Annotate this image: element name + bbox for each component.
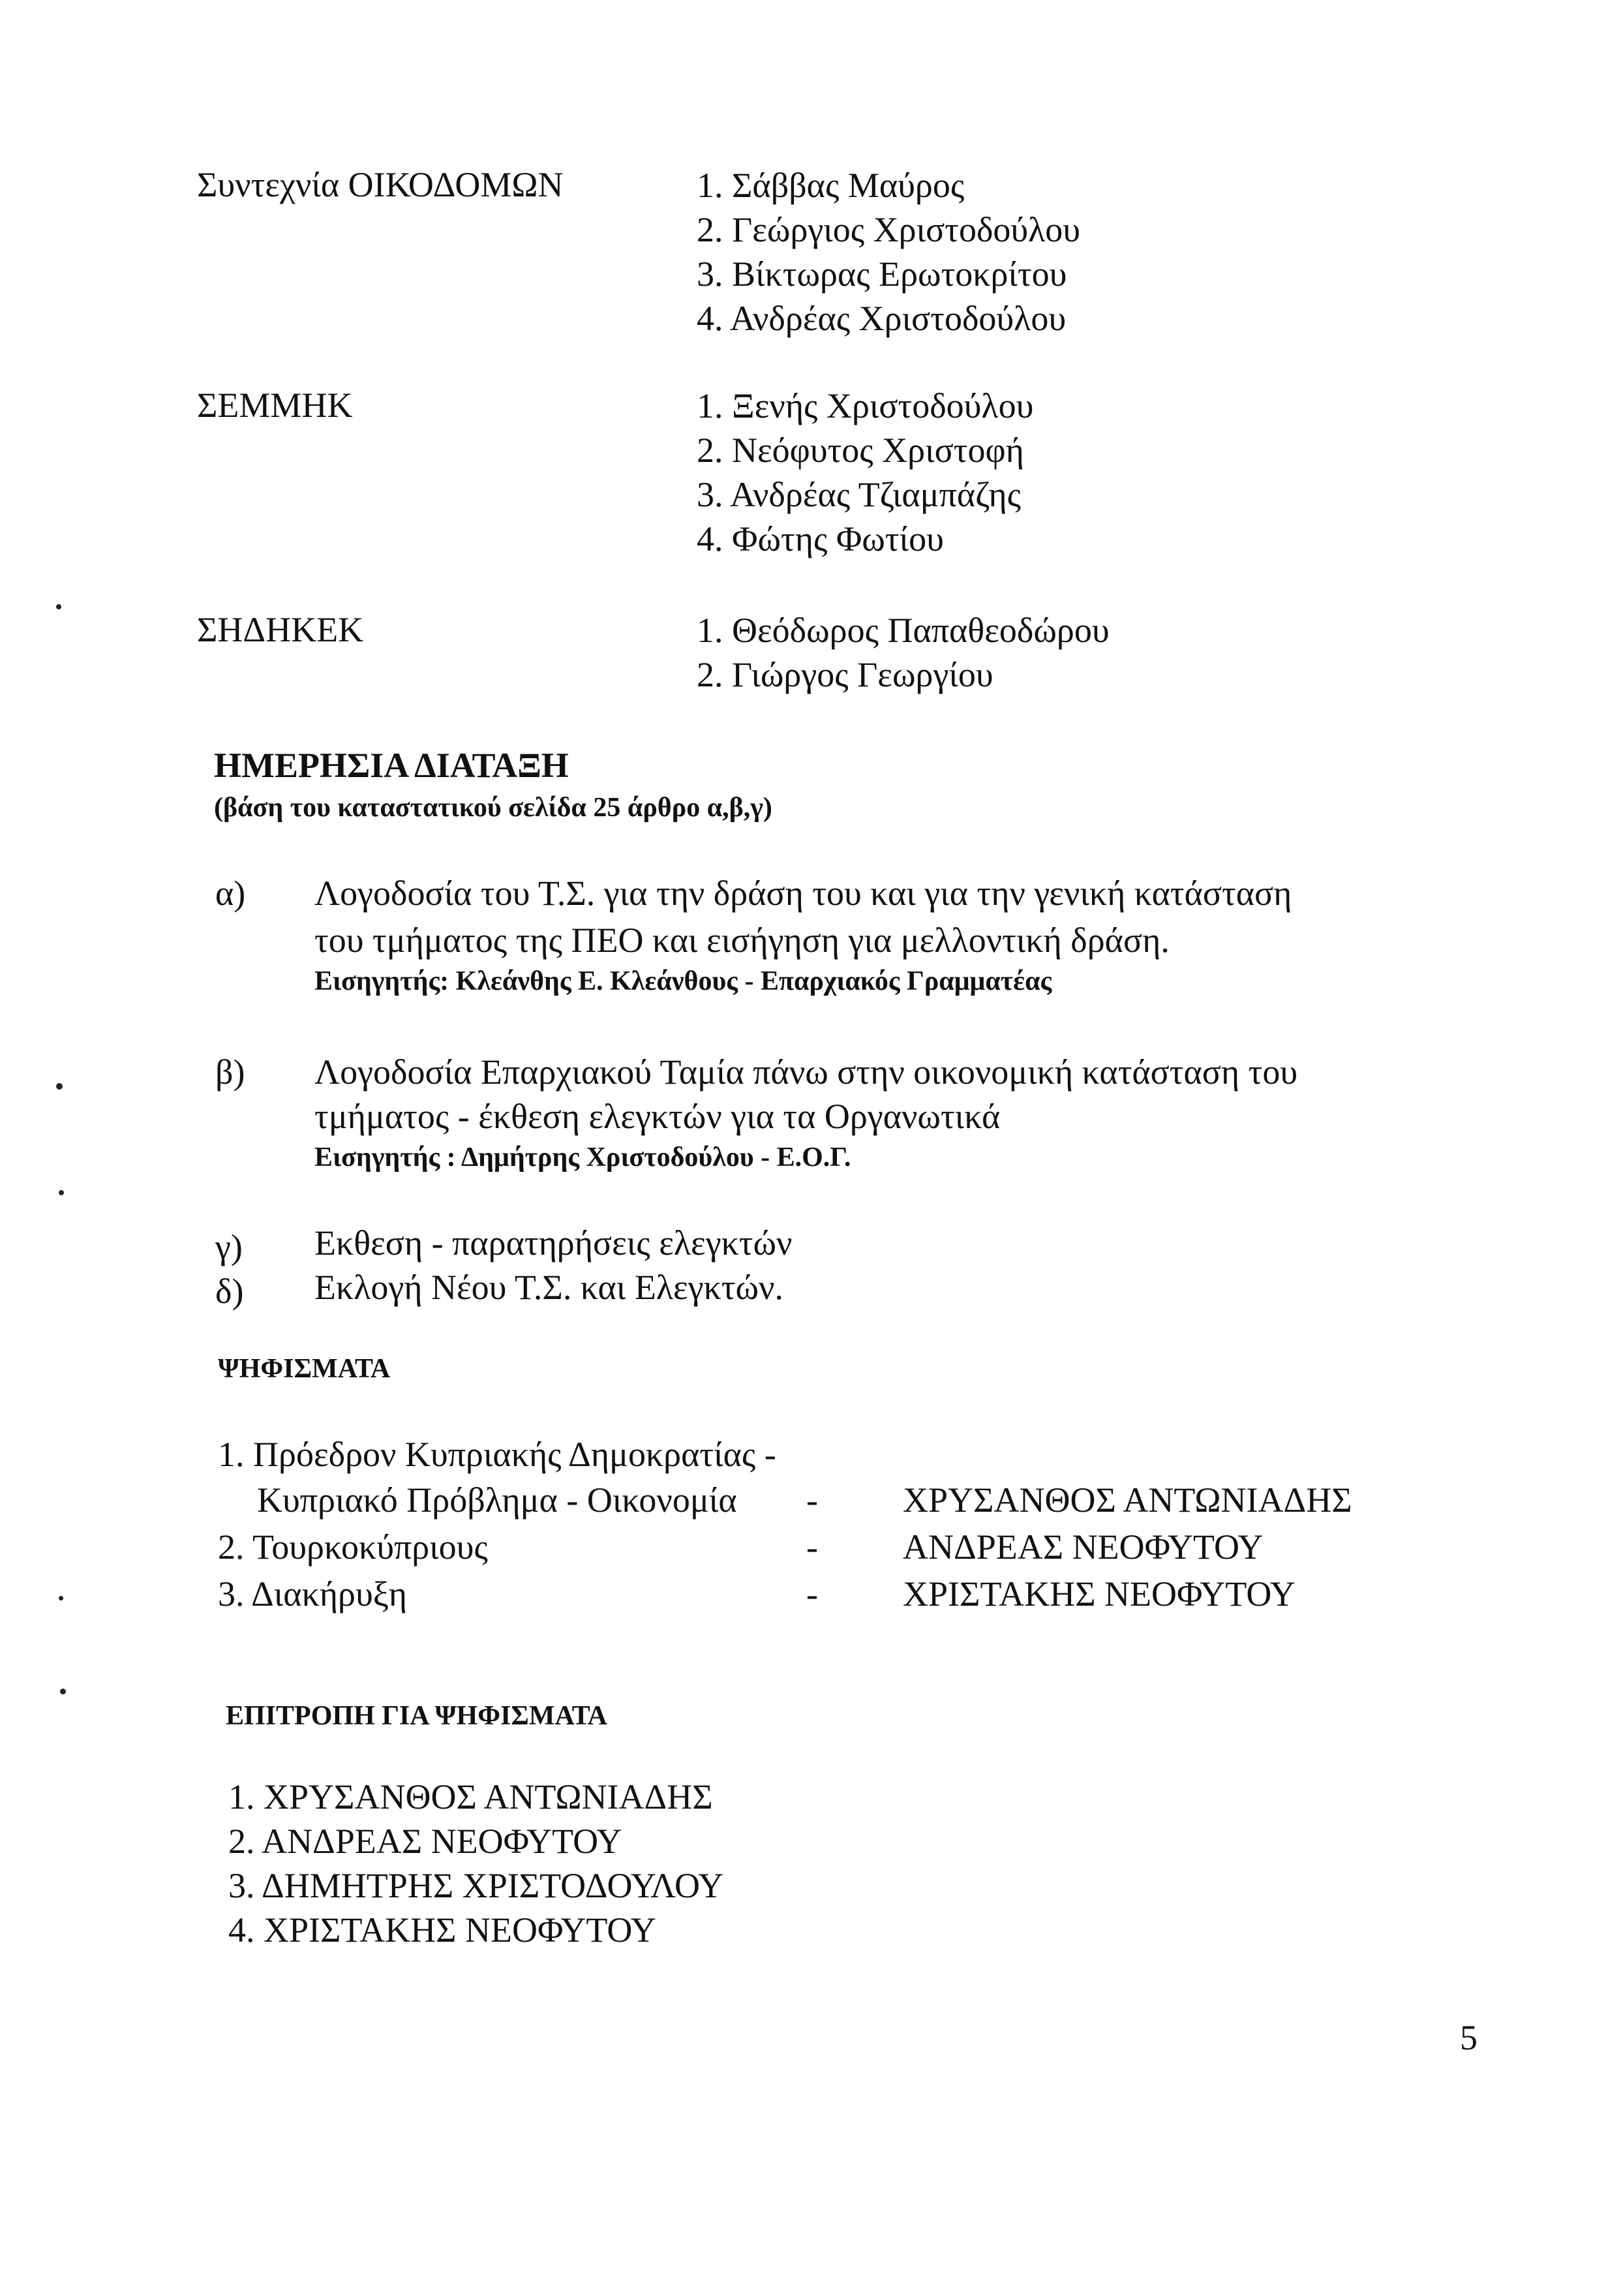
- group-name-semmik: ΣΕΜΜΗΚ: [197, 386, 353, 425]
- group-members-sidikek: [697, 608, 1110, 697]
- agenda-marker: δ): [215, 1272, 244, 1311]
- agenda-item-text: Λογοδοσία Επαρχιακού Ταμία πάνω στην οικονομική κατάσταση του: [314, 1052, 1298, 1092]
- agenda-speaker: Εισηγητής: Κλεάνθης Ε. Κλεάνθους - Επαρχιακός Γραμματέας: [314, 966, 1052, 996]
- agenda-item-text: Εκθεση - παρατηρήσεις ελεγκτών: [314, 1223, 793, 1263]
- agenda-item-text: Εκλογή Νέου Τ.Σ. και Ελεγκτών.: [314, 1268, 783, 1307]
- committee-member: 1. ΧΡΥΣΑΝΘΟΣ ΑΝΤΩΝΙΑΔΗΣ: [228, 1777, 713, 1816]
- group-members-oikodomon: [697, 163, 1080, 341]
- agenda-marker: γ): [215, 1227, 243, 1266]
- resolution-dash: -: [806, 1574, 818, 1614]
- committee-members: [228, 1775, 723, 1952]
- agenda-item-text: του τμήματος της ΠΕΟ και εισήγηση για μελλοντική δράση.: [314, 921, 1170, 960]
- committee-title: ΕΠΙΤΡΟΠΗ ΓΙΑ ΨΗΦΙΣΜΑΤΑ: [226, 1701, 607, 1731]
- resolution-person: ΧΡΙΣΤΑΚΗΣ ΝΕΟΦΥΤΟΥ: [903, 1574, 1295, 1614]
- resolution-dash: -: [806, 1480, 818, 1520]
- member-item: 1. Σάββας Μαύρος: [697, 166, 965, 205]
- member-item: 4. Φώτης Φωτίου: [697, 519, 944, 559]
- member-item: 1. Θεόδωρος Παπαθεοδώρου: [697, 611, 1110, 650]
- scan-speck: [56, 1083, 63, 1090]
- agenda-item-text: Λογοδοσία του Τ.Σ. για την δράση του και για την γενική κατάσταση: [314, 874, 1292, 913]
- resolution-topic: 2. Τουρκοκύπριους: [218, 1527, 488, 1567]
- member-item: 2. Νεόφυτος Χριστοφή: [697, 431, 1024, 470]
- member-item: 3. Ανδρέας Τζιαμπάζης: [697, 475, 1022, 514]
- agenda-marker: α): [215, 874, 246, 913]
- committee-member: 2. ΑΝΔΡΕΑΣ ΝΕΟΦΥΤΟΥ: [228, 1822, 622, 1861]
- scan-speck: [59, 1596, 63, 1600]
- group-members-semmik: [697, 384, 1033, 561]
- committee-member: 3. ΔΗΜΗΤΡΗΣ ΧΡΙΣΤΟΔΟΥΛΟΥ: [228, 1866, 724, 1905]
- member-item: 4. Ανδρέας Χριστοδούλου: [697, 299, 1067, 338]
- member-item: 3. Βίκτωρας Ερωτοκρίτου: [697, 254, 1067, 294]
- member-item: 1. Ξενής Χριστοδούλου: [697, 386, 1034, 425]
- page-number: 5: [1460, 2018, 1477, 2057]
- resolution-dash: -: [806, 1527, 818, 1567]
- resolution-topic: 3. Διακήρυξη: [218, 1574, 408, 1614]
- scan-speck: [56, 604, 61, 609]
- resolution-topic: 1. Πρόεδρον Κυπριακής Δημοκρατίας -: [218, 1435, 776, 1474]
- member-item: 2. Γιώργος Γεωργίου: [697, 655, 993, 694]
- agenda-title: ΗΜΕΡΗΣΙΑ ΔΙΑΤΑΞΗ: [214, 746, 569, 785]
- resolution-person: ΑΝΔΡΕΑΣ ΝΕΟΦΥΤΟΥ: [903, 1527, 1264, 1567]
- agenda-item-text: τμήματος - έκθεση ελεγκτών για τα Οργανωτικά: [314, 1097, 1001, 1136]
- committee-member: 4. ΧΡΙΣΤΑΚΗΣ ΝΕΟΦΥΤΟΥ: [228, 1910, 656, 1950]
- group-name-oikodomon: Συντεχνία ΟΙΚΟΔΟΜΩΝ: [197, 165, 564, 204]
- group-name-sidikek: ΣΗΔΗΚΕΚ: [197, 610, 364, 649]
- scan-speck: [59, 1190, 64, 1195]
- agenda-subtitle: (βάση του καταστατικού σελίδα 25 άρθρο α,β,γ): [214, 793, 772, 823]
- resolution-topic: Κυπριακό Πρόβλημα - Οικονομία: [257, 1480, 737, 1520]
- agenda-speaker: Εισηγητής : Δημήτρης Χριστοδούλου - Ε.Ο.Γ.: [314, 1142, 851, 1172]
- member-item: 2. Γεώργιος Χριστοδούλου: [697, 210, 1081, 249]
- resolution-person: ΧΡΥΣΑΝΘΟΣ ΑΝΤΩΝΙΑΔΗΣ: [903, 1480, 1352, 1520]
- scan-speck: [60, 1689, 66, 1694]
- resolutions-title: ΨΗΦΙΣΜΑΤΑ: [218, 1354, 391, 1384]
- agenda-marker: β): [215, 1052, 245, 1092]
